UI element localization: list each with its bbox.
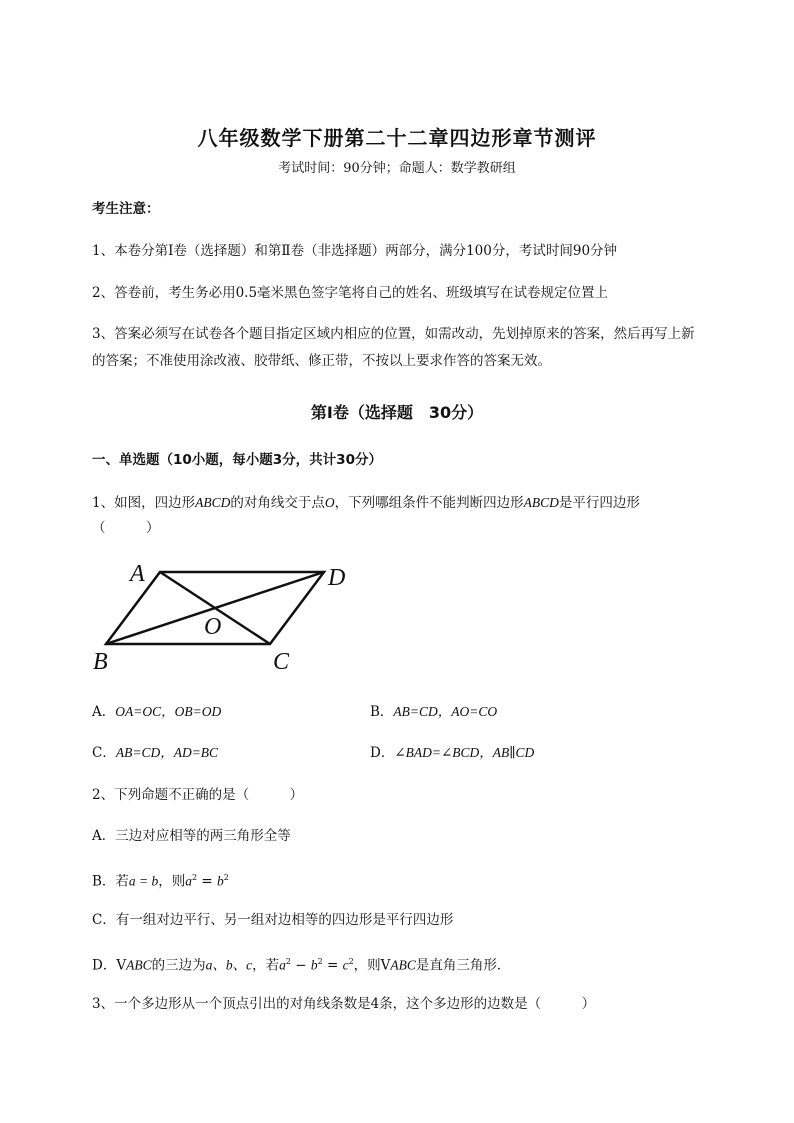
q1-option-c-text: AB=CD，AD=BC bbox=[115, 745, 219, 760]
q1-abcd: ABCD bbox=[195, 495, 231, 510]
q1-suffix: 是平行四边形 bbox=[558, 495, 640, 511]
q2-d-prefix: D．V bbox=[92, 957, 127, 974]
q2-option-a: A．三边对应相等的两三角形全等 bbox=[92, 828, 291, 844]
q1-mid1: 的对角线交于点 bbox=[230, 495, 325, 511]
q2-b-result-a: a bbox=[185, 873, 193, 889]
section-title: 第I卷（选择题 30分） bbox=[310, 403, 484, 422]
parallelogram-figure bbox=[88, 555, 358, 680]
q2-b-condition: a = b bbox=[128, 873, 159, 889]
page-title: 八年级数学下册第二十二章四边形章节测评 bbox=[197, 126, 597, 150]
q1-option-d bbox=[370, 743, 534, 763]
question-2-stem: 2、下列命题不正确的是（ ） bbox=[92, 787, 304, 803]
q1-option-b-label: B． bbox=[370, 704, 394, 720]
label-b: B bbox=[93, 649, 108, 675]
q1-option-c-label: C． bbox=[92, 745, 116, 761]
q2-b-mid: ，则 bbox=[158, 873, 186, 890]
q2-d-mid3: ，则V bbox=[353, 957, 391, 974]
label-a: A bbox=[130, 561, 145, 587]
q2-d-mid2: ，若 bbox=[252, 957, 280, 974]
q2-b-exp-a: 2 bbox=[192, 873, 198, 882]
q1-mid2: ，下列哪组条件不能判断四边形 bbox=[334, 495, 524, 511]
q1-option-b-text: AB=CD，AO=CO bbox=[393, 704, 498, 719]
q2-option-b bbox=[92, 868, 229, 892]
q2-d-abc-2: ABC bbox=[390, 957, 416, 973]
label-o: O bbox=[204, 614, 222, 640]
q1-option-d-label: D． bbox=[370, 745, 395, 761]
q2-b-exp-b: 2 bbox=[223, 873, 229, 882]
q2-b-equals: = bbox=[197, 873, 218, 890]
question-3-stem: 3、一个多边形从一个顶点引出的对角线条数是4条，这个多边形的边数是（ ） bbox=[92, 996, 596, 1012]
label-d: D bbox=[328, 565, 346, 591]
q1-option-a-text: OA=OC，OB=OD bbox=[115, 704, 222, 719]
q2-option-c: C．有一组对边平行、另一组对边相等的四边形是平行四边形 bbox=[92, 912, 454, 928]
notice-item-3: 3、答案必须写在试卷各个题目指定区域内相应的位置，如需改动，先划掉原来的答案，然后再写上新 bbox=[92, 326, 695, 342]
question-1-stem bbox=[92, 493, 640, 513]
q1-option-a-label: A． bbox=[92, 704, 116, 720]
q2-d-abc: ABC bbox=[126, 957, 152, 973]
q2-d-mid1: 的三边为 bbox=[151, 957, 206, 974]
q2-d-eq-minus: − bbox=[290, 957, 311, 974]
label-c: C bbox=[273, 649, 290, 675]
q2-d-eq-exp3: 2 bbox=[348, 957, 354, 966]
q1-option-d-text: ∠BAD=∠BCD，AB∥CD bbox=[394, 745, 535, 760]
q2-option-d bbox=[92, 952, 510, 976]
q1-prefix: 1、如图，四边形 bbox=[92, 495, 196, 511]
q2-b-result-b: b bbox=[217, 873, 224, 889]
q2-b-prefix: B．若 bbox=[92, 873, 129, 890]
q2-d-eq-b: b bbox=[310, 957, 318, 973]
q1-option-b bbox=[370, 702, 497, 722]
q2-d-vars: a、b、c bbox=[205, 957, 253, 973]
notice-item-1: 1、本卷分第I卷（选择题）和第Ⅱ卷（非选择题）两部分，满分100分，考试时间90分钟 bbox=[92, 243, 618, 259]
q2-d-eq-c: c bbox=[342, 957, 349, 973]
q2-d-suffix: 是直角三角形． bbox=[415, 957, 511, 974]
part-heading: 一、单选题（10小题，每小题3分，共计30分） bbox=[92, 452, 382, 468]
notice-item-3-cont: 的答案；不准使用涂改液、胶带纸、修正带，不按以上要求作答的答案无效。 bbox=[92, 353, 551, 369]
q2-d-eq-a: a bbox=[279, 957, 286, 973]
q2-d-eq-exp1: 2 bbox=[285, 957, 291, 966]
q1-option-c bbox=[92, 743, 218, 763]
q1-point-o: O bbox=[324, 495, 335, 510]
exam-info: 考试时间：90分钟；命题人：数学教研组 bbox=[278, 161, 516, 176]
q1-abcd-2: ABCD bbox=[523, 495, 559, 510]
notice-item-2: 2、答卷前，考生务必用0.5毫米黑色签字笔将自己的姓名、班级填写在试卷规定位置上 bbox=[92, 285, 609, 301]
q1-option-a bbox=[92, 702, 221, 722]
q2-d-eq-exp2: 2 bbox=[317, 957, 323, 966]
q2-d-eq-equals: = bbox=[322, 957, 343, 974]
notice-heading: 考生注意： bbox=[92, 201, 160, 217]
q1-answer-blank: （ ） bbox=[92, 520, 160, 536]
